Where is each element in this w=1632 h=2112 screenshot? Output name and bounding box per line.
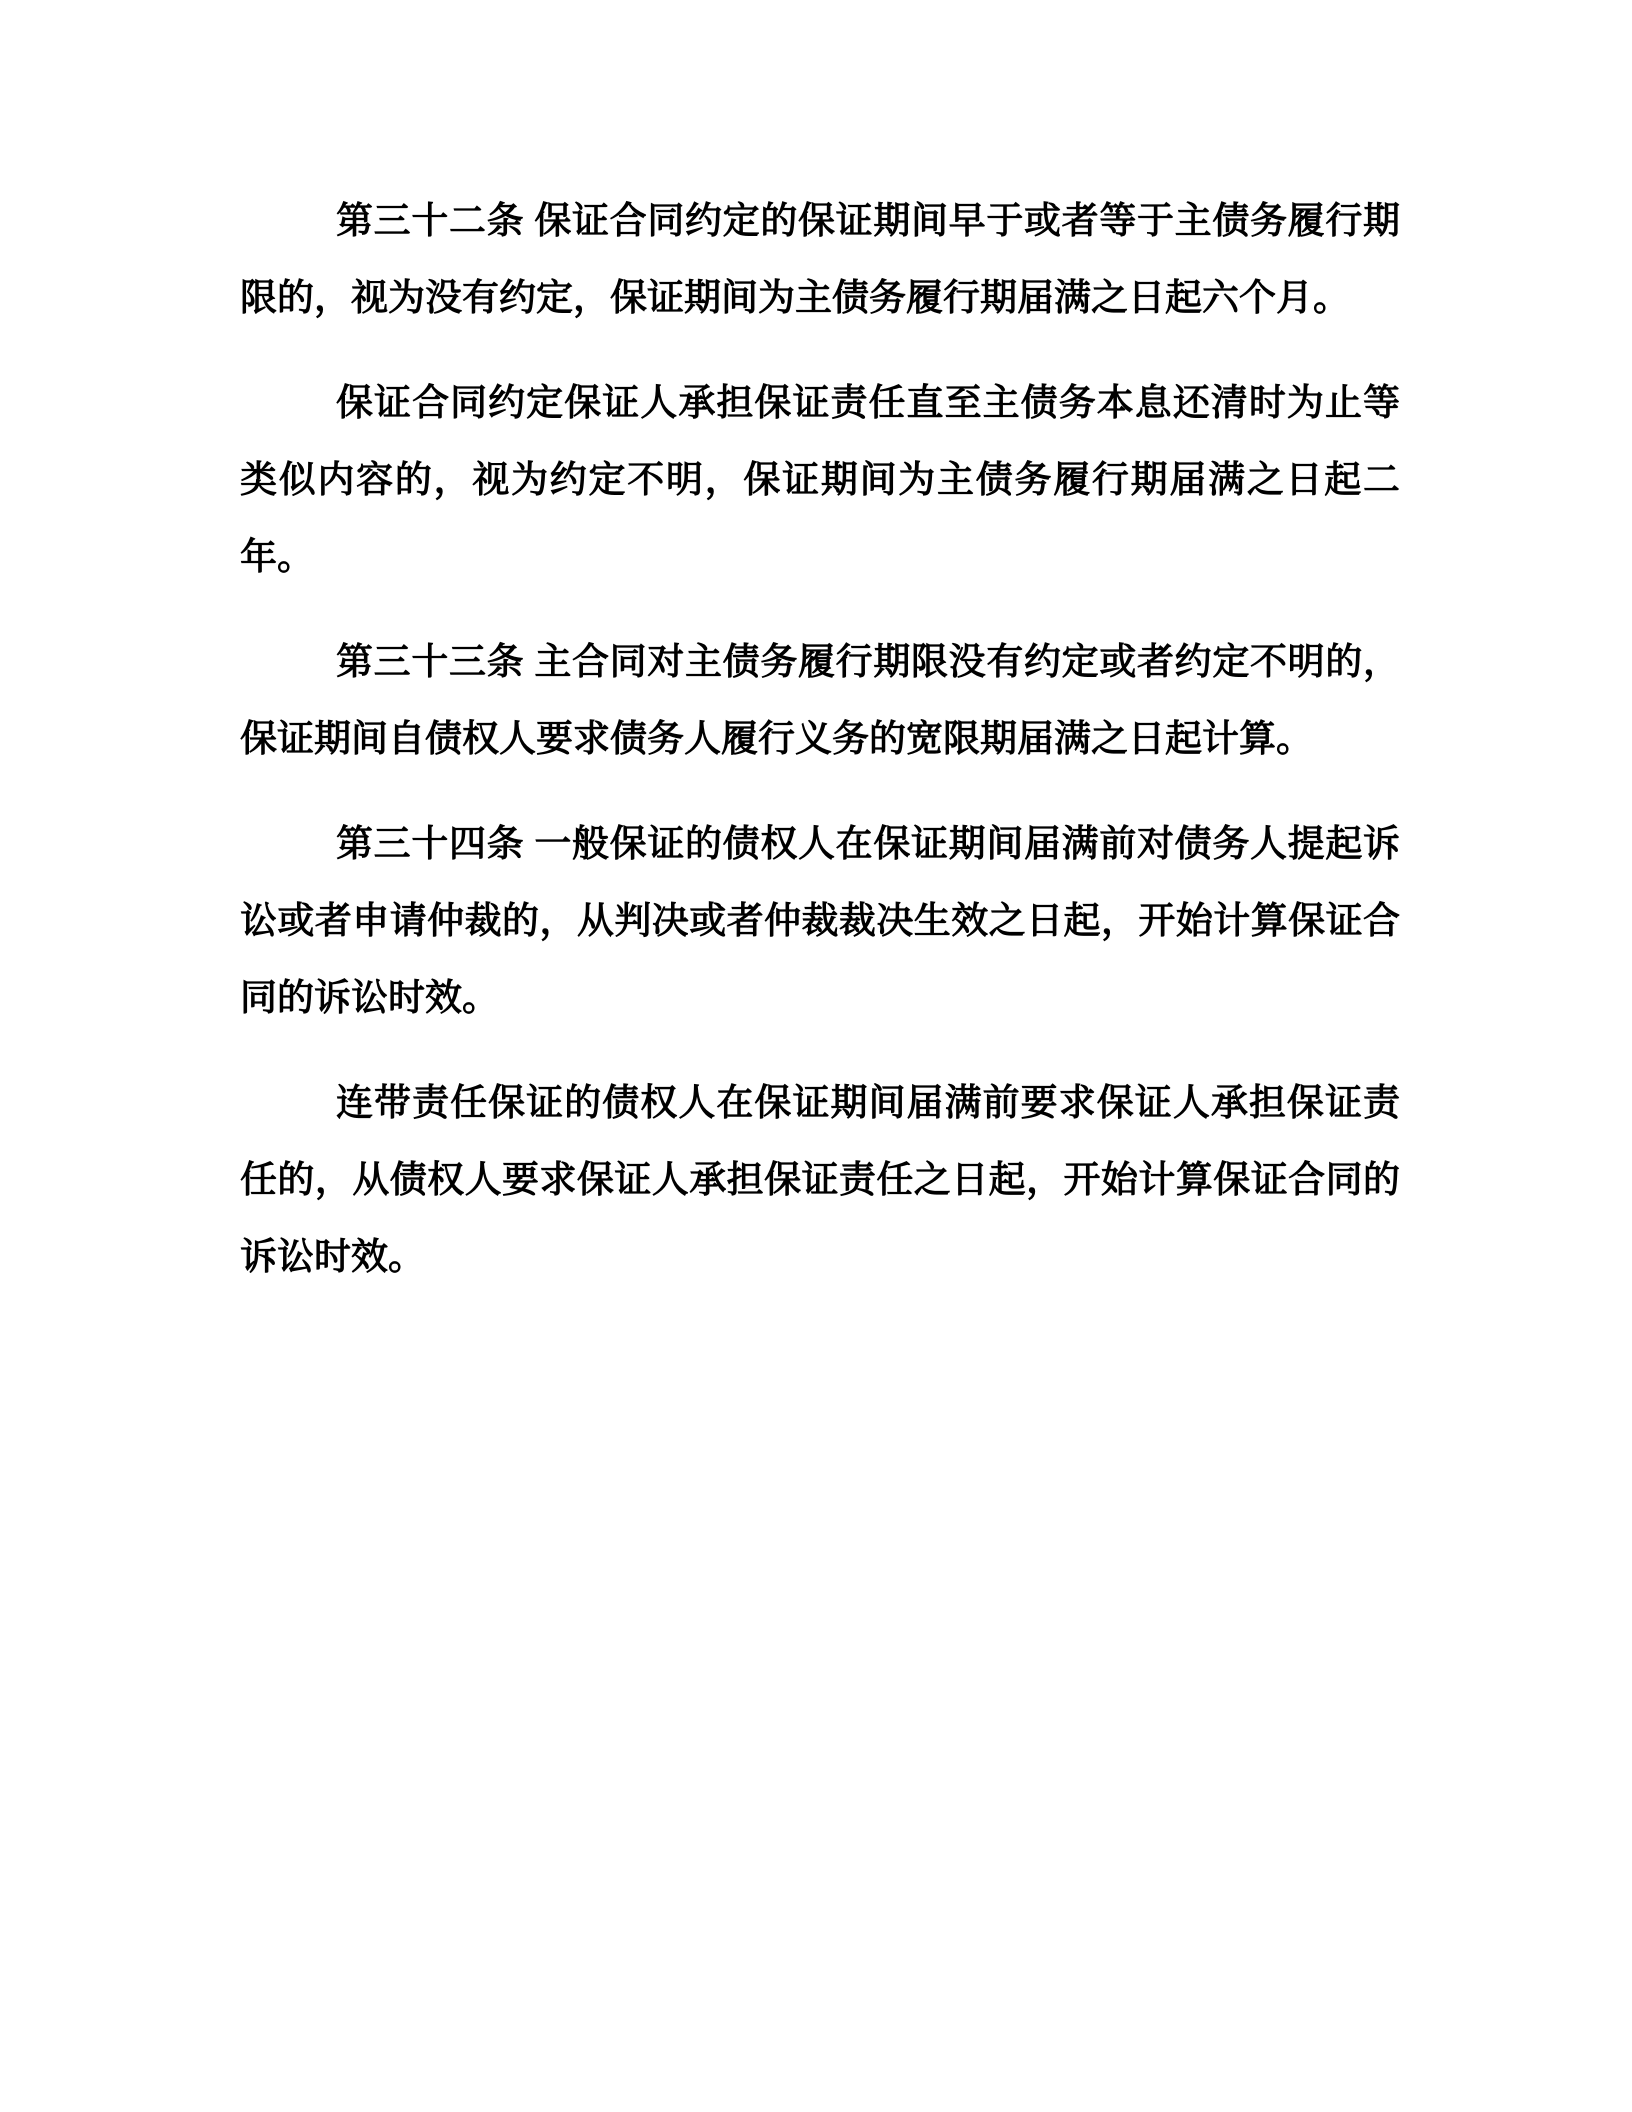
document-body: [240, 182, 1400, 1323]
paragraph-text: 主合同对主债务履行期限没有约定或者约定不明的，保证期间自债权人要求债务人履行义务的宽限期届满之日起计算。: [240, 640, 1401, 760]
paragraph-article-32: [240, 182, 1400, 336]
paragraph-text: 连带责任保证的债权人在保证期间届满前要求保证人承担保证责任的，从债权人要求保证人承担保证责任之日起，开始计算保证合同的诉讼时效。: [240, 1081, 1400, 1278]
paragraph-text: 保证合同约定的保证期间早于或者等于主债务履行期限的，视为没有约定，保证期间为主债务履行期届满之日起六个月。: [240, 199, 1401, 319]
paragraph-article-33: [240, 623, 1400, 777]
paragraph-article-34-clause-2: [240, 1064, 1400, 1295]
paragraph-article-34: [240, 805, 1400, 1036]
paragraph-article-32-clause-2: [240, 364, 1400, 595]
article-number: 第三十二条: [336, 199, 525, 242]
paragraph-text: 保证合同约定保证人承担保证责任直至主债务本息还清时为止等类似内容的，视为约定不明，保证期间为主债务履行期届满之日起二年。: [240, 381, 1400, 578]
article-number: 第三十三条: [336, 640, 525, 683]
paragraph-text: 一般保证的债权人在保证期间届满前对债务人提起诉讼或者申请仲裁的，从判决或者仲裁裁决生效之日起，开始计算保证合同的诉讼时效。: [240, 822, 1401, 1019]
article-number: 第三十四条: [336, 822, 525, 865]
